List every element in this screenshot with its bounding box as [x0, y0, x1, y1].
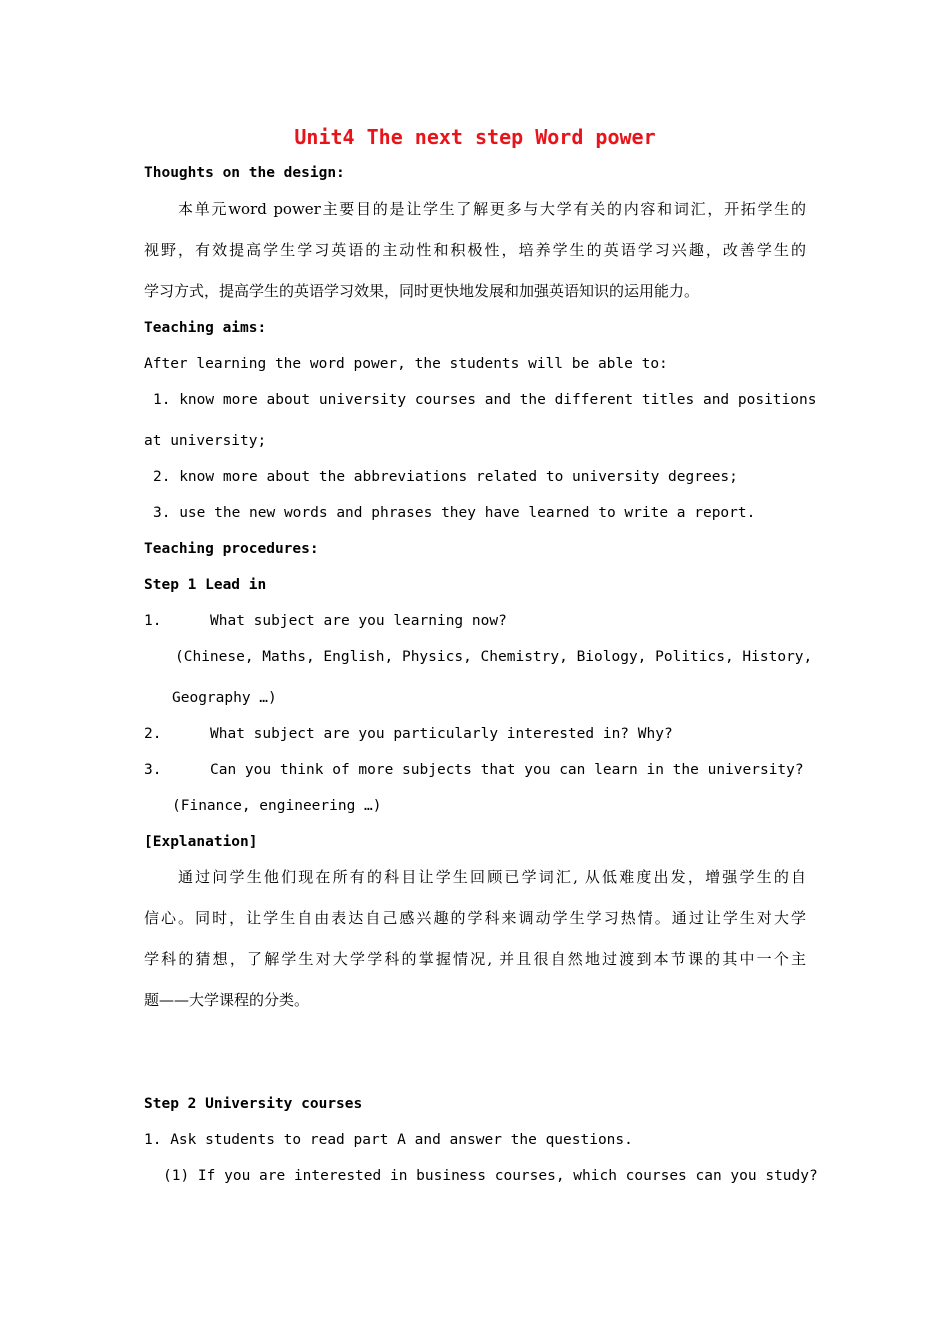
step2-sub-question-1: (1) If you are interested in business courses, which courses can you study?	[163, 1168, 818, 1184]
step1-answer-1-line-2: Geography …)	[172, 690, 277, 706]
page-title: Unit4 The next step Word power	[294, 125, 656, 149]
step1-answer-3: (Finance, engineering …)	[172, 798, 382, 814]
aim-item-1-continued: at university;	[144, 433, 267, 449]
step2-heading: Step 2 University courses	[144, 1096, 363, 1112]
aims-intro: After learning the word power, the students will be able to:	[144, 356, 668, 372]
aim-item-3: 3. use the new words and phrases they have learned to write a report.	[153, 505, 756, 521]
aims-heading: Teaching aims:	[144, 320, 267, 336]
aim-item-2: 2. know more about the abbreviations related to university degrees;	[153, 469, 738, 485]
step2-item-1: 1. Ask students to read part A and answer the questions.	[144, 1132, 633, 1148]
explanation-line-1: 通过问学生他们现在所有的科目让学生回顾已学词汇, 从低难度出发，增强学生的自	[178, 868, 806, 886]
thoughts-line-2: 视野，有效提高学生学习英语的主动性和积极性，培养学生的英语学习兴趣，改善学生的	[144, 241, 806, 259]
step1-question-1	[144, 611, 809, 631]
aim-item-1: 1. know more about university courses and the different titles and positions	[153, 392, 817, 408]
step1-question-2	[144, 724, 809, 744]
step1-question-3	[144, 760, 809, 780]
question-number: 3.	[144, 762, 162, 778]
explanation-line-3: 学科的猜想，了解学生对大学学科的掌握情况, 并且很自然地过渡到本节课的其中一个主	[144, 950, 806, 968]
explanation-heading: [Explanation]	[144, 834, 258, 850]
explanation-line-2: 信心。同时，让学生自由表达自己感兴趣的学科来调动学生学习热情。通过让学生对大学	[144, 909, 806, 927]
question-number: 1.	[144, 613, 162, 629]
thoughts-line-1: 本单元word power主要目的是让学生了解更多与大学有关的内容和词汇，开拓学生的	[178, 200, 806, 218]
question-text: Can you think of more subjects that you can learn in the university?	[210, 762, 804, 778]
step1-heading: Step 1 Lead in	[144, 577, 267, 593]
question-text: What subject are you learning now?	[210, 613, 507, 629]
question-text: What subject are you particularly interested in? Why?	[210, 726, 673, 742]
explanation-line-4: 题——大学课程的分类。	[144, 991, 310, 1009]
procedures-heading: Teaching procedures:	[144, 541, 319, 557]
thoughts-line-3: 学习方式，提高学生的英语学习效果，同时更快地发展和加强英语知识的运用能力。	[144, 282, 700, 300]
question-number: 2.	[144, 726, 162, 742]
thoughts-heading: Thoughts on the design:	[144, 165, 345, 181]
step1-answer-1-line-1: (Chinese, Maths, English, Physics, Chemistry, Biology, Politics, History,	[175, 649, 813, 665]
